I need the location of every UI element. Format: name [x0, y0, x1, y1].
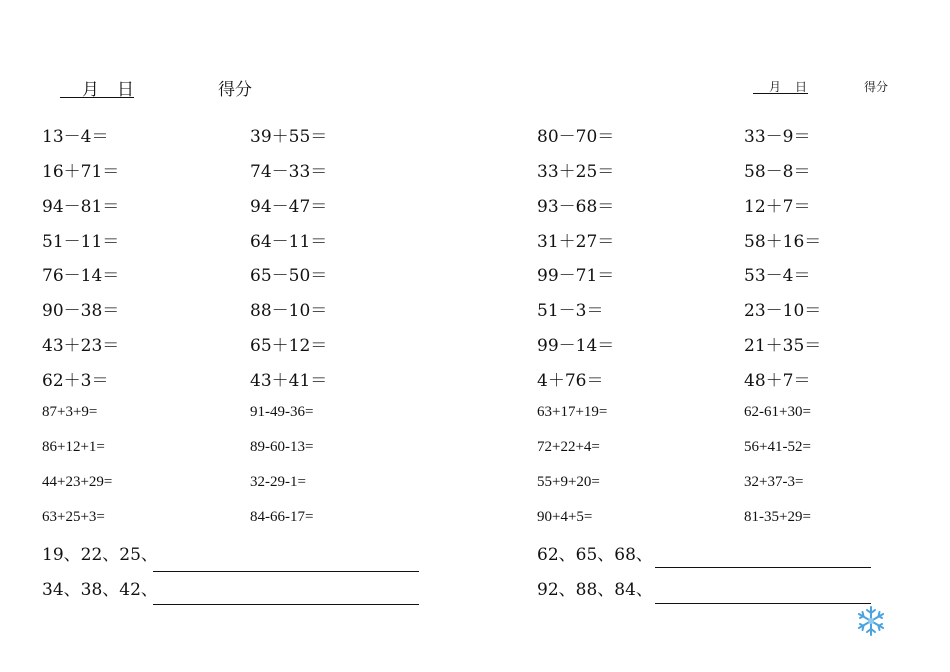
problem: 65＋12＝ [250, 336, 328, 356]
problem: 53－4＝ [744, 266, 811, 286]
problem: 94－47＝ [250, 197, 328, 217]
problem: 84-66-17= [250, 509, 314, 525]
problem: 51－3＝ [537, 301, 604, 321]
problem: 16＋71＝ [42, 162, 120, 182]
problem: 51－11＝ [42, 232, 120, 252]
problem: 39＋55＝ [250, 127, 328, 147]
problem: 63+17+19= [537, 404, 608, 420]
sequence-problem: 92、88、84、 [537, 580, 653, 600]
problem: 88－10＝ [250, 301, 328, 321]
problem: 32+37-3= [744, 474, 804, 490]
problem: 48＋7＝ [744, 371, 811, 391]
problem: 31＋27＝ [537, 232, 615, 252]
problem: 94－81＝ [42, 197, 120, 217]
problem: 63+25+3= [42, 509, 105, 525]
problem: 72+22+4= [537, 439, 600, 455]
problem: 91-49-36= [250, 404, 314, 420]
problem: 86+12+1= [42, 439, 105, 455]
problem: 43＋23＝ [42, 336, 120, 356]
problem: 99－71＝ [537, 266, 615, 286]
month-label-right: 月 [769, 80, 782, 94]
problem: 21＋35＝ [744, 336, 822, 356]
problem: 99－14＝ [537, 336, 615, 356]
problem: 43＋41＝ [250, 371, 328, 391]
day-label-left: 日 [117, 80, 134, 100]
problem: 62-61+30= [744, 404, 811, 420]
answer-line[interactable] [153, 604, 419, 605]
problem: 4＋76＝ [537, 371, 604, 391]
problem: 87+3+9= [42, 404, 98, 420]
month-label-left: 月 [82, 80, 99, 100]
problem: 64－11＝ [250, 232, 328, 252]
sequence-problem: 34、38、42、 [42, 580, 158, 600]
problem: 56+41-52= [744, 439, 811, 455]
problem: 65－50＝ [250, 266, 328, 286]
problem: 23－10＝ [744, 301, 822, 321]
problem: 62＋3＝ [42, 371, 109, 391]
day-label-right: 日 [795, 80, 808, 94]
date-underline-left [60, 97, 134, 98]
snowflake-icon [855, 605, 887, 637]
problem: 55+9+20= [537, 474, 600, 490]
problem: 44+23+29= [42, 474, 113, 490]
problem: 76－14＝ [42, 266, 120, 286]
problem: 89-60-13= [250, 439, 314, 455]
answer-line[interactable] [153, 571, 419, 572]
problem: 58＋16＝ [744, 232, 822, 252]
score-label-left: 得分 [218, 80, 252, 100]
problem: 58－8＝ [744, 162, 811, 182]
sequence-problem: 19、22、25、 [42, 545, 158, 565]
sequence-problem: 62、65、68、 [537, 545, 653, 565]
date-underline-right [753, 93, 808, 94]
problem: 12＋7＝ [744, 197, 811, 217]
problem: 33＋25＝ [537, 162, 615, 182]
problem: 80－70＝ [537, 127, 615, 147]
problem: 81-35+29= [744, 509, 811, 525]
answer-line[interactable] [655, 603, 871, 604]
problem: 33－9＝ [744, 127, 811, 147]
answer-line[interactable] [655, 567, 871, 568]
problem: 90－38＝ [42, 301, 120, 321]
problem: 32-29-1= [250, 474, 306, 490]
problem: 13－4＝ [42, 127, 109, 147]
problem: 90+4+5= [537, 509, 593, 525]
problem: 93－68＝ [537, 197, 615, 217]
score-label-right: 得分 [864, 80, 889, 94]
problem: 74－33＝ [250, 162, 328, 182]
